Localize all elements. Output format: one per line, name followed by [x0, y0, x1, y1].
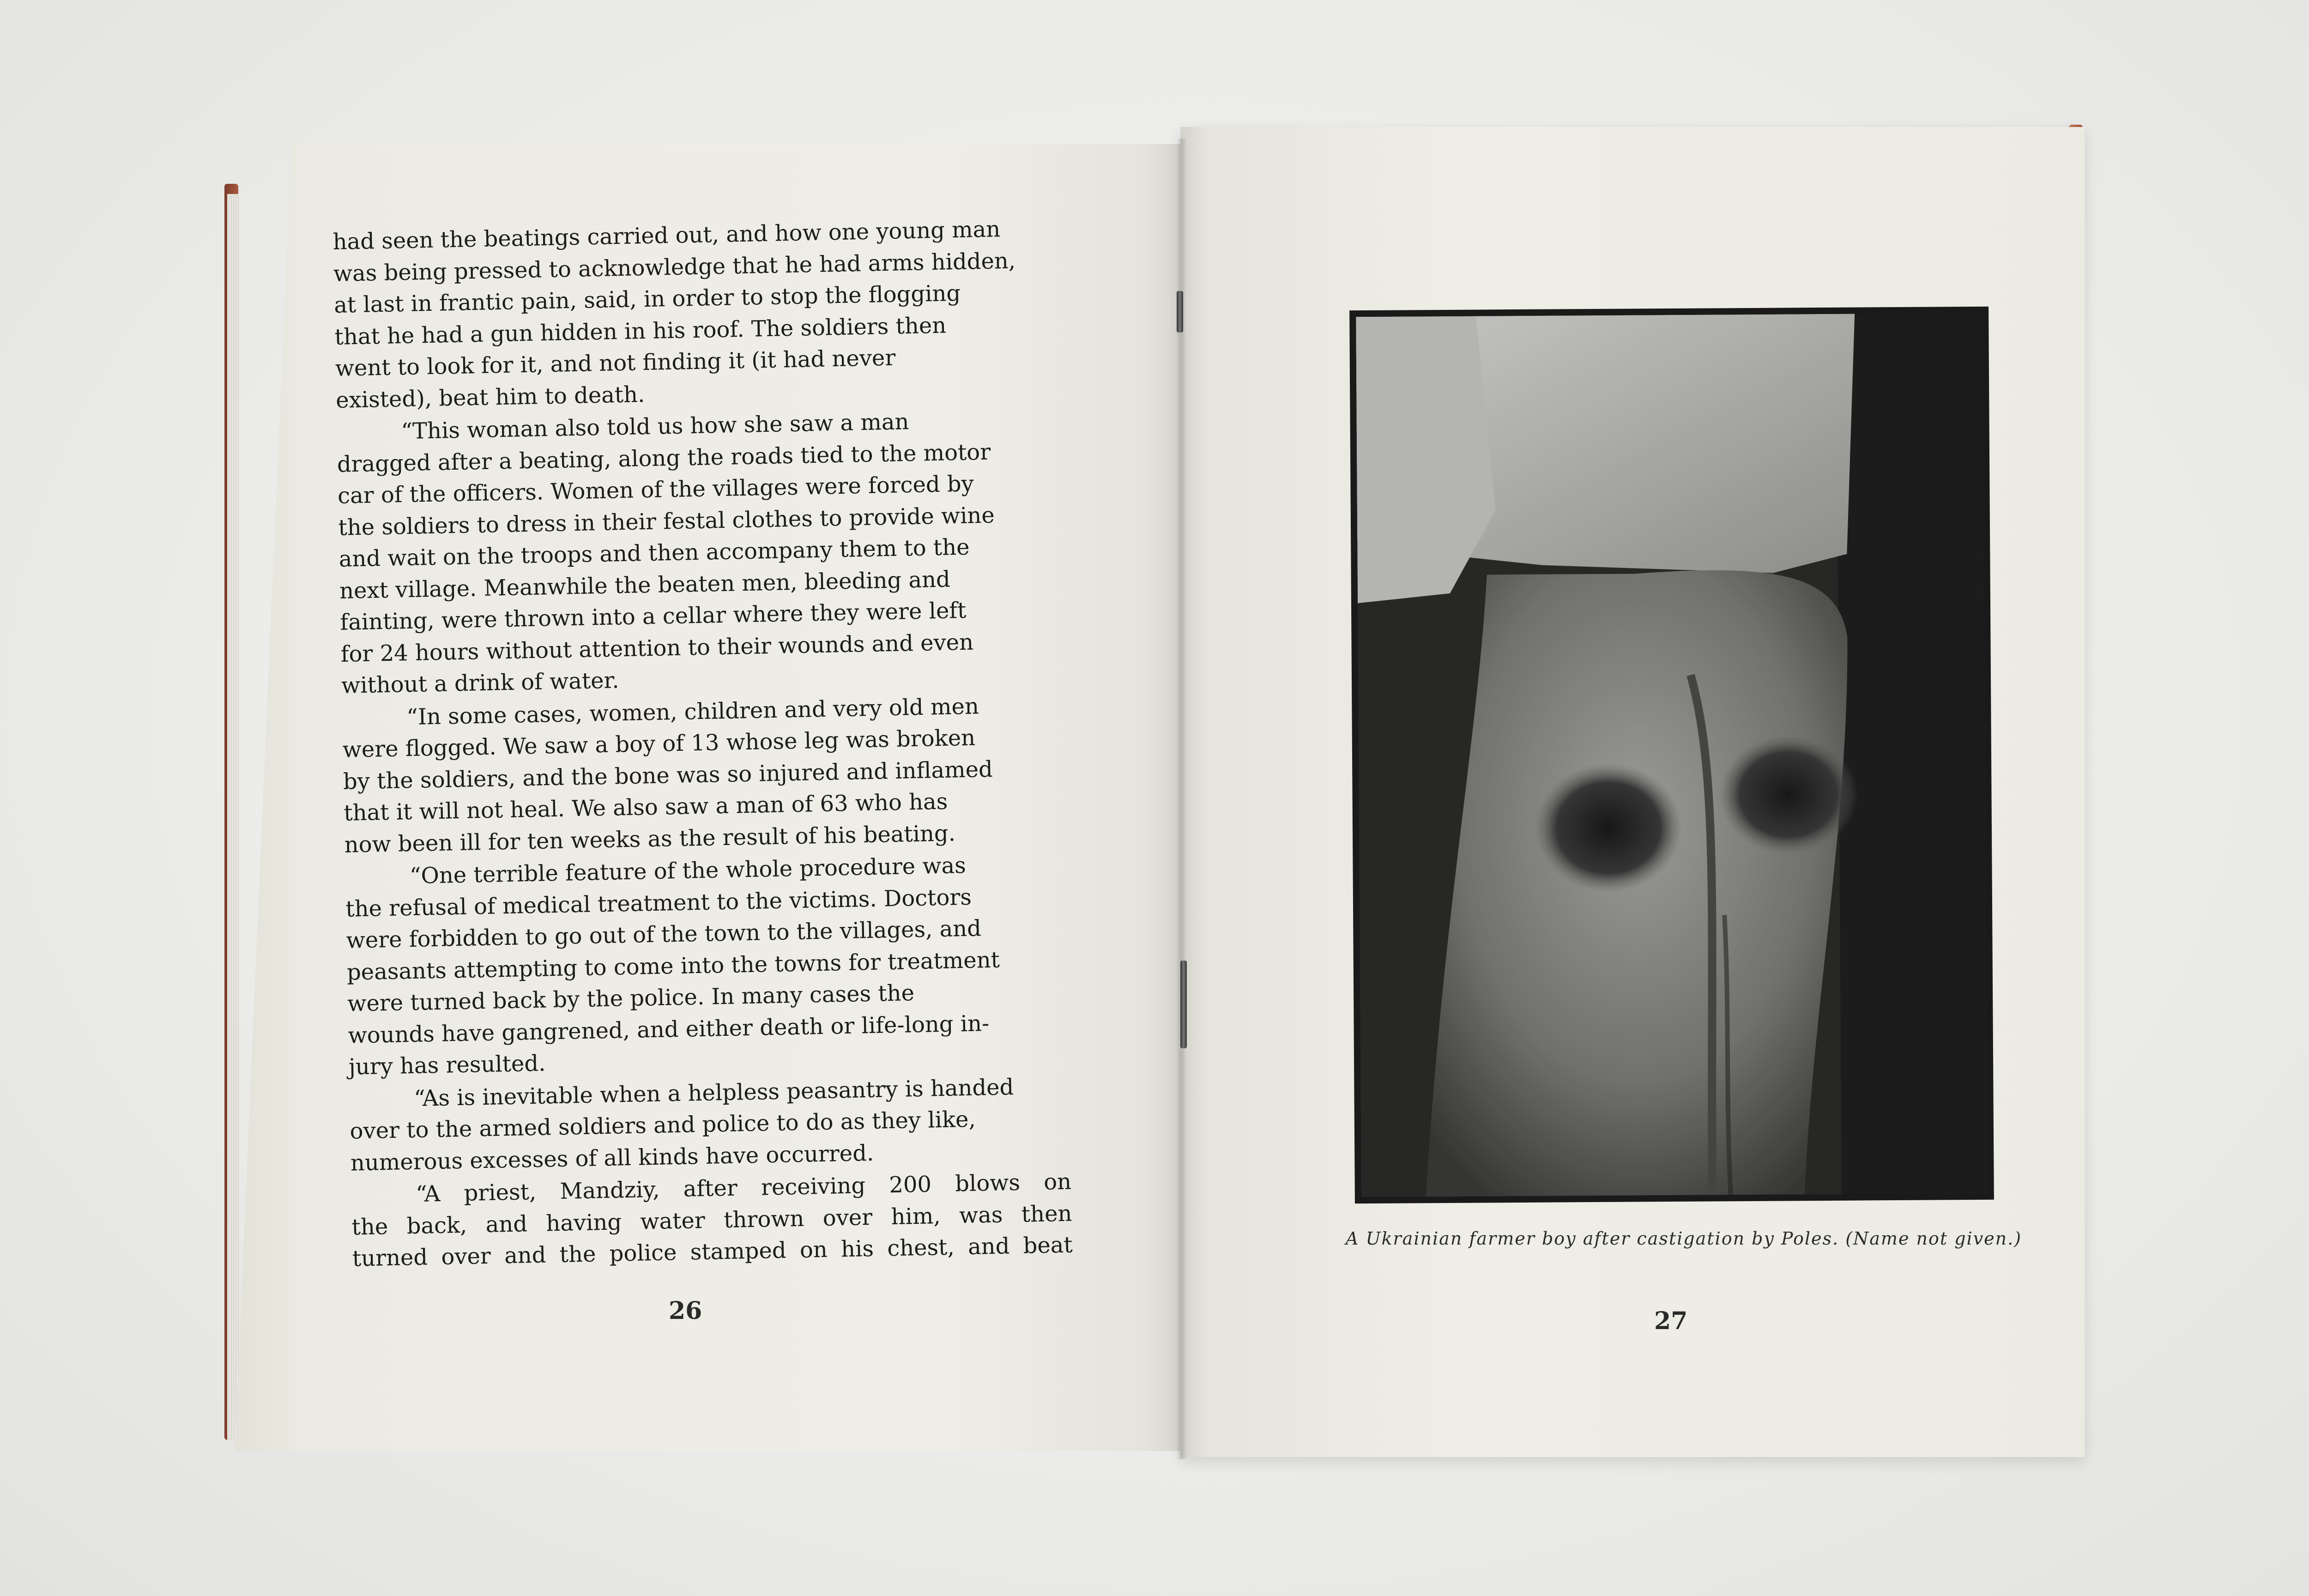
paragraph-3: “In some cases, women, children and very old men were flogged. We saw a boy of 13 whose leg was broken by the soldiers, and the bone was so injured and inflamed that it will not heal. We also saw a man of 63 who has now been ill for ten weeks as the result of his beating.	[342, 693, 993, 858]
left-page-text	[332, 212, 1073, 1276]
page-number-right: 27	[1654, 1307, 1688, 1335]
book-gutter	[1177, 139, 1187, 1459]
photo-caption: A Ukrainian farmer boy after castigation by Poles. (Name not given.)	[1345, 1228, 2022, 1249]
photograph-frame	[1349, 307, 1994, 1203]
paragraph-5: “As is inevitable when a helpless peasantry is handed over to the armed soldiers and police to do as they like, numerous excesses of all kinds have occurred.	[350, 1074, 1014, 1176]
paragraph-4: “One terrible feature of the whole procedure was the refusal of medical treatment to the victims. Doctors were forbidden to go out of the town to the villages, and peasants attempting to come into the towns for treatment were turned back by the police. In many cases the wounds have gangrened, and either death or life-long in- jury has resulted.	[345, 852, 1000, 1080]
paragraph-2: “This woman also told us how she saw a man dragged after a beating, along the roads tied to the motor car of the officers. Women of the villages were forced by the soldiers to dress in their festal clothes to provide wine and wait on the troops and then accompany them to the next village. Meanwhile the beaten men, bleeding and fainting, were thrown into a cellar where they were left for 24 hours without attention to their wounds and even without a drink of water.	[337, 409, 995, 699]
staple-top	[1177, 291, 1183, 332]
staple-bottom	[1180, 961, 1187, 1048]
page-number-left: 26	[669, 1297, 702, 1325]
paragraph-1: had seen the beatings carried out, and how one young man was being pressed to acknowledge that he had arms hidden, at last in frantic pain, said, in order to stop the flogging that he had a gun hidden in his roof. The soldiers then went to look for it, and not finding it (it had never existed), beat him to death.	[332, 216, 1016, 413]
page-stack-edge	[227, 194, 239, 1441]
photograph-icon	[1356, 313, 1988, 1197]
paragraph-6: “A priest, Mandziy, after receiving 200 blows on the back, and having water thrown over him, was then turned over and the police stamped on his chest, and beat	[351, 1168, 1073, 1272]
